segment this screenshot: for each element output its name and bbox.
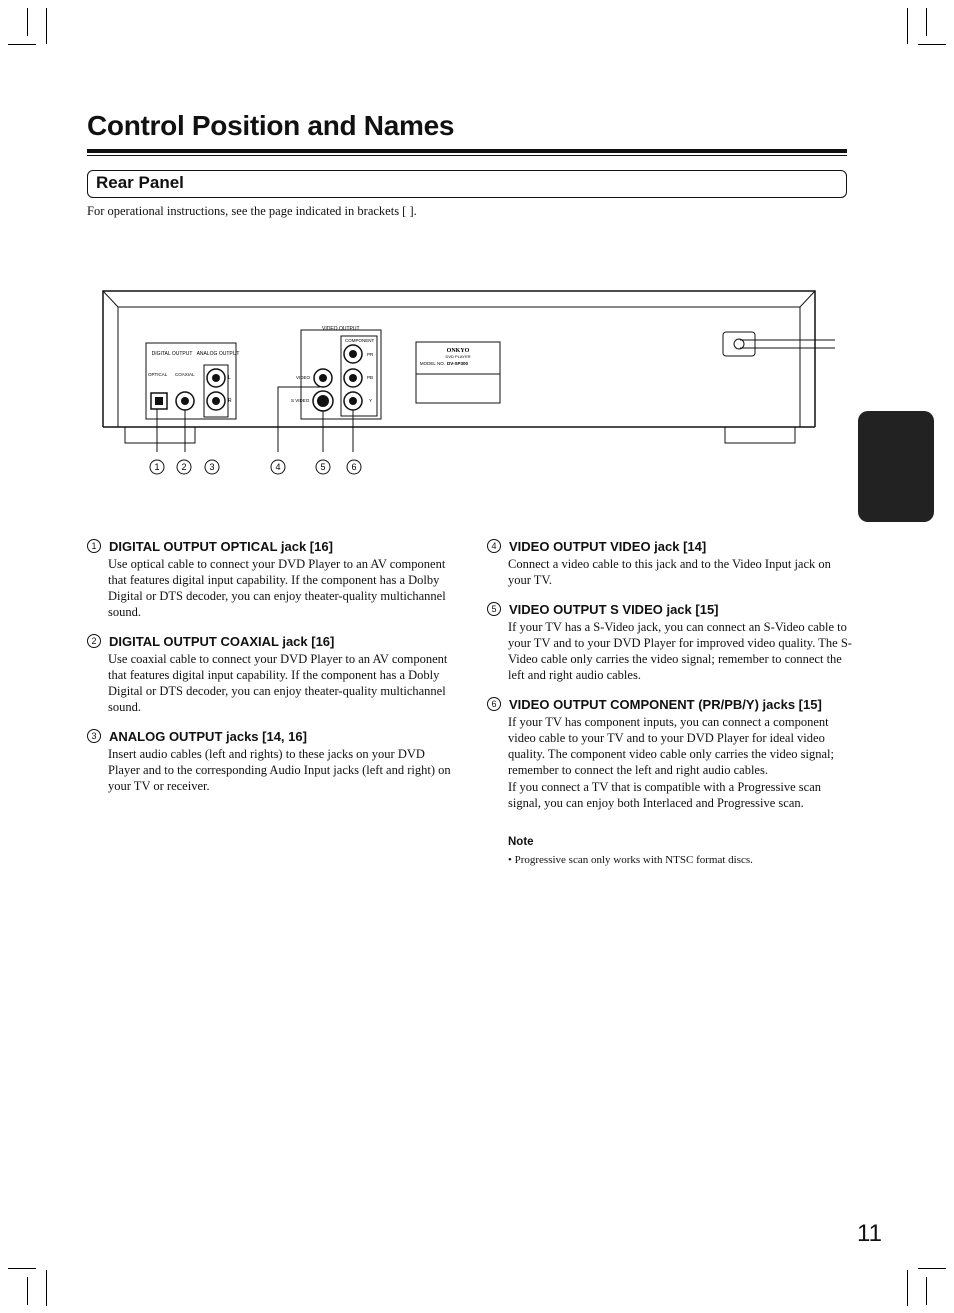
onkyo-logo: ONKYO: [446, 348, 470, 354]
item-number: 5: [487, 602, 501, 616]
note-text: • Progressive scan only works with NTSC format discs.: [508, 854, 753, 866]
pb-label: PB: [367, 375, 374, 380]
title-rule: [87, 149, 847, 153]
item-body: Use coaxial cable to connect your DVD Player to an AV component that features digital input capability. If the component has a Dobly Digital or DTS decoder, you can enjoy theater-quality multichannel sound.: [108, 652, 448, 714]
intro-text: For operational instructions, see the page indicated in brackets [ ].: [87, 204, 417, 218]
item-number: 2: [87, 634, 101, 648]
item-heading: DIGITAL OUTPUT OPTICAL jack [16]: [109, 539, 333, 554]
video-output-label: VIDEO OUTPUT: [322, 326, 360, 332]
note-heading: Note: [508, 836, 534, 848]
page-number: 11: [857, 1220, 882, 1247]
rear-panel-diagram: [100, 285, 840, 480]
item-number: 1: [87, 539, 101, 553]
item-component: [491, 696, 853, 811]
item-number: 6: [487, 697, 501, 711]
item-analog-output: [91, 728, 453, 794]
item-heading: ANALOG OUTPUT jacks [14, 16]: [109, 729, 307, 744]
item-s-video: [491, 601, 853, 683]
item-video-output: [491, 538, 853, 588]
callout-3: 3: [209, 462, 215, 472]
optical-label: OPTICAL: [148, 372, 168, 377]
section-title: Rear Panel: [96, 173, 184, 192]
item-number: 4: [487, 539, 501, 553]
section-heading: [87, 170, 847, 198]
item-body-2: If you connect a TV that is compatible with a Progressive scan signal, you can enjoy both Interlaced and Progressive scan.: [508, 780, 822, 810]
component-label: COMPONENT: [345, 338, 375, 343]
title-rule: [87, 155, 847, 156]
callout-6: 6: [351, 462, 357, 472]
r-label: R: [228, 398, 232, 404]
model-no-label: MODEL NO.: [419, 361, 445, 366]
item-heading: VIDEO OUTPUT S VIDEO jack [15]: [509, 602, 719, 617]
item-heading: VIDEO OUTPUT COMPONENT (PR/PB/Y) jacks [15]: [509, 697, 822, 712]
page-title: Control Position and Names: [87, 110, 455, 141]
coaxial-label: COAXIAL: [175, 372, 195, 377]
item-digital-optical: [91, 538, 453, 620]
item-heading: VIDEO OUTPUT VIDEO jack [14]: [509, 539, 707, 554]
y-label: Y: [369, 398, 373, 403]
video-label: VIDEO: [296, 375, 311, 380]
callout-1: 1: [154, 462, 160, 472]
side-tab: [858, 411, 934, 522]
item-number: 3: [87, 729, 101, 743]
model-number: DV-SP300: [447, 361, 469, 366]
dvd-player-label: DVD PLAYER: [445, 354, 471, 359]
digital-output-label: DIGITAL OUTPUT: [151, 351, 193, 357]
item-body: If your TV has a S-Video jack, you can connect an S-Video cable to your TV and to your DVD Player for improved video quality. The S-Video cable only carries the video signal; remember to connect the left and right audio cables.: [508, 620, 852, 682]
item-body: Use optical cable to connect your DVD Player to an AV component that features digital input capability. If the component has a Dolby Digital or DTS decoder, you can enjoy theater-quality multichannel sound.: [108, 557, 446, 619]
item-heading: DIGITAL OUTPUT COAXIAL jack [16]: [109, 634, 335, 649]
pr-label: PR: [367, 352, 374, 357]
item-body: Insert audio cables (left and rights) to these jacks on your DVD Player and to the corresponding Audio Input jacks (left and right) on your TV or receiver.: [108, 747, 451, 793]
callout-4: 4: [275, 462, 281, 472]
item-digital-coaxial: [91, 633, 453, 715]
callout-2: 2: [181, 462, 187, 472]
l-label: L: [228, 375, 231, 381]
item-body: Connect a video cable to this jack and to the Video Input jack on your TV.: [508, 557, 831, 587]
s-video-label: S VIDEO: [291, 398, 310, 403]
item-body: If your TV has component inputs, you can connect a component video cable to your TV and to your DVD Player for ideal video quality. The component video cable only carries the video signal; remember to connect the left and right audio cables.: [508, 715, 834, 777]
analog-output-label: ANALOG OUTPUT: [196, 351, 240, 357]
callout-5: 5: [320, 462, 326, 472]
